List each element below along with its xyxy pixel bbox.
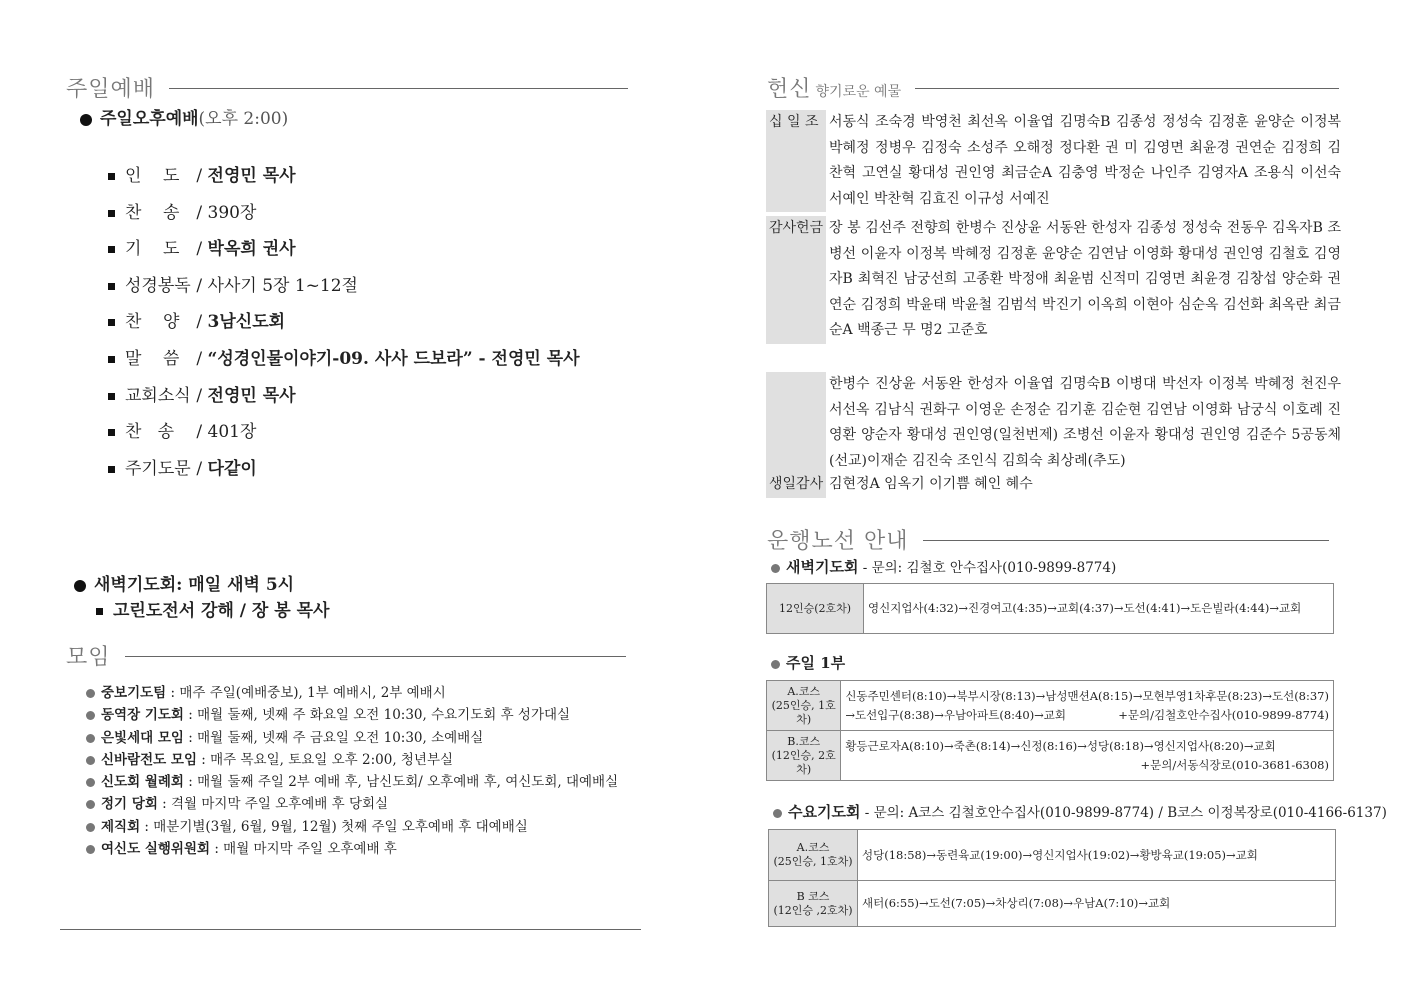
bullet-dot-icon — [86, 756, 95, 765]
square-bullet-icon — [96, 608, 103, 615]
worship-section-title — [66, 72, 628, 103]
service-order-item — [108, 419, 580, 456]
meeting-list — [86, 683, 618, 861]
service-order-item — [108, 456, 580, 493]
meeting-desc: : 매월 둘째 주일 2부 예배 후, 남신도회/ 오후예배 후, 여신도회, 대예배실 — [183, 774, 619, 791]
offering-label: 십 일 조 — [766, 110, 826, 212]
dawn-prayer-heading — [74, 570, 294, 595]
offering-names: 서동식 조숙경 박영천 최선옥 이율엽 김명숙B 김종성 정성숙 김정훈 윤양순 이정복 박혜정 정병우 김정숙 소성주 오해정 정다환 권 미 김영면 최윤경 권연순 김정희 김찬혁 고연실 황대성 권인영 최금순A 김충영 박정순 나인주 김영자A 조용식 이선숙 서예인 박찬혁 김효진 이규성 서예진 — [829, 114, 1341, 207]
table-row — [769, 881, 1336, 927]
route-section-title — [767, 524, 1329, 555]
table-row — [769, 830, 1336, 881]
square-bullet-icon — [108, 356, 115, 363]
bullet-dot-icon — [86, 689, 95, 698]
bullet-dot-icon — [771, 660, 780, 669]
service-name: 주일오후예배 — [100, 109, 199, 129]
afternoon-service-heading — [80, 104, 288, 129]
square-bullet-icon — [108, 319, 115, 326]
bullet-dot-icon — [86, 711, 95, 720]
service-order-item — [108, 163, 580, 200]
offering-label — [766, 372, 826, 474]
vehicle-info: (25인승, 1호차) — [771, 698, 836, 726]
offering-names: 한병수 진상윤 서동완 한성자 이율엽 김명숙B 이병대 박선자 이정복 박혜정 천진우 서선옥 김남식 권화구 이영운 손정순 김기훈 김순현 김연남 이영화 남궁식 이호례 진영환 양순자 황대성 권인영(일천번제) 조병선 이윤자 황대성 권인영 김준수 5공동체(선교)이재순 김진숙 조인식 김희숙 최상례(추도) — [829, 376, 1341, 469]
meeting-desc: : 매분기별(3월, 6월, 9월, 12월) 첫째 주일 오후예배 후 대예배실 — [140, 818, 528, 835]
meeting-name: 여신도 실행위원회 — [101, 841, 211, 858]
meeting-desc: : 매월 둘째, 넷째 주 화요일 오전 10:30, 수요기도회 후 성가대실 — [183, 707, 571, 724]
order-slash: / — [191, 275, 208, 296]
service-order-list — [108, 163, 580, 492]
vehicle-cell — [769, 881, 858, 927]
offering-row — [766, 472, 1341, 498]
meeting-desc: : 격월 마지막 주일 오후예배 후 당회실 — [157, 796, 389, 813]
sunday-route-heading — [771, 652, 845, 673]
route-line: 신동주민센터(8:10)→북부시장(8:13)→남성맨션A(8:15)→모현부영1차후문(8:23)→도선(8:37) — [845, 688, 1329, 703]
meeting-desc: : 매월 둘째, 넷째 주 금요일 오전 10:30, 소예배실 — [183, 729, 484, 746]
order-label: 기 도 — [125, 239, 180, 260]
order-label: 인 도 — [125, 166, 180, 186]
title-rule — [125, 656, 626, 657]
square-bullet-icon — [108, 393, 115, 400]
meeting-item — [86, 817, 618, 839]
vehicle-cell — [767, 681, 841, 731]
offering-row — [766, 372, 1341, 474]
order-slash: / — [191, 458, 208, 479]
bullet-dot-icon — [771, 564, 780, 573]
offering-label: 생일감사 — [766, 472, 826, 498]
order-label: 찬 송 — [125, 202, 180, 223]
route-path-cell: 성당(18:58)→동련육교(19:00)→영신지업사(19:02)→황방육교(19:05)→교회 — [858, 830, 1336, 881]
order-value: 401장 — [207, 422, 257, 443]
order-value: 전영민 목사 — [207, 385, 296, 406]
order-slash: / — [191, 422, 208, 443]
dawn-prayer-lecture — [96, 596, 329, 621]
order-label: 주기도문 — [125, 458, 191, 479]
meeting-item — [86, 772, 618, 794]
order-slash: / — [191, 239, 208, 260]
order-slash: / — [191, 385, 208, 406]
meeting-item — [86, 839, 618, 861]
title-rule — [923, 540, 1329, 541]
service-order-item — [108, 200, 580, 237]
order-value: 사사기 5장 1~12절 — [207, 275, 358, 296]
order-value: 390장 — [207, 202, 257, 223]
route-path-cell: 새터(6:55)→도선(7:05)→차상리(7:08)→우남A(7:10)→교회 — [858, 881, 1336, 927]
route-path-cell — [841, 681, 1334, 731]
sunday-route-name: 주일 1부 — [786, 654, 846, 672]
meeting-item — [86, 794, 618, 816]
order-label: 찬 양 — [125, 312, 180, 333]
title-rule — [915, 88, 1339, 89]
offering-row — [766, 110, 1341, 212]
order-label: 성경봉독 — [125, 275, 191, 296]
meeting-name: 중보기도팀 — [101, 685, 167, 701]
square-bullet-icon — [108, 429, 115, 436]
vehicle-info: (12인승, 2호차) — [771, 748, 836, 776]
bullet-dot-icon — [86, 778, 95, 787]
meeting-desc: : 매월 마지막 주일 오후예배 후 — [210, 841, 397, 858]
sunday-route-table — [766, 680, 1334, 781]
meeting-desc: : 매주 주일(예배중보), 1부 예배시, 2부 예배시 — [166, 685, 446, 701]
bullet-dot-icon — [74, 580, 86, 592]
route-path-cell: 영신지업사(4:32)→진경여고(4:35)→교회(4:37)→도선(4:41)→도은빌라(4:44)→교회 — [864, 584, 1334, 634]
wed-route-name: 수요기도회 — [788, 803, 861, 821]
service-order-item — [108, 383, 580, 420]
route-contact: +문의/서동식장로(010-3681-6308) — [1140, 757, 1329, 772]
offering-row — [766, 216, 1341, 344]
offering-section-title — [767, 72, 1339, 103]
offering-label: 감사헌금 — [766, 216, 826, 344]
vehicle-cell — [769, 830, 858, 881]
order-slash: / — [191, 312, 208, 333]
dawn-route-table — [766, 583, 1334, 634]
route-contact: +문의/김철호안수집사(010-9899-8774) — [1118, 707, 1329, 722]
meeting-item — [86, 683, 618, 705]
order-value: 전영민 목사 — [207, 166, 296, 186]
service-order-item — [108, 309, 580, 346]
order-label: 교회소식 — [125, 385, 191, 406]
order-label: 찬 송 — [125, 422, 175, 443]
meeting-name: 은빛세대 모임 — [101, 729, 184, 746]
order-slash: / — [191, 348, 208, 369]
meeting-name: 정기 당회 — [101, 796, 158, 813]
table-row — [767, 731, 1334, 781]
bullet-dot-icon — [80, 114, 92, 126]
dawn-route-contact: - 문의: 김철호 안수집사(010-9899-8774) — [858, 560, 1117, 576]
meeting-name: 신도회 월례회 — [101, 774, 184, 791]
worship-title: 주일예배 — [66, 77, 156, 102]
course-name: B.코스 — [787, 734, 821, 748]
meeting-name: 동역장 기도회 — [101, 707, 184, 724]
dawn-route-heading — [771, 556, 1116, 577]
table-row — [767, 681, 1334, 731]
order-slash: / — [191, 202, 208, 223]
vehicle-info: (12인승 ,2호차) — [773, 903, 853, 917]
offering-title: 헌신 — [767, 77, 812, 102]
wed-route-table — [768, 829, 1336, 927]
service-order-item — [108, 273, 580, 310]
bullet-dot-icon — [86, 823, 95, 832]
course-name: A.코스 — [796, 841, 830, 854]
meeting-item — [86, 728, 618, 750]
service-time: (오후 2:00) — [198, 109, 289, 129]
service-order-item — [108, 346, 580, 383]
meeting-section-title — [66, 640, 626, 671]
route-line: 황등근로자A(8:10)→죽촌(8:14)→신정(8:16)→성당(8:18)→영신지업사(8:20)→교회 — [845, 738, 1276, 753]
square-bullet-icon — [108, 466, 115, 473]
bullet-dot-icon — [86, 734, 95, 743]
meeting-title: 모임 — [66, 645, 111, 670]
service-order-item — [108, 236, 580, 273]
dawn-prayer-text: 새벽기도회: 매일 새벽 5시 — [94, 575, 295, 595]
table-row — [767, 584, 1334, 634]
meeting-item — [86, 750, 618, 772]
vehicle-cell — [767, 731, 841, 781]
offering-subtitle: 향기로운 예물 — [815, 84, 902, 100]
meeting-desc: : 매주 목요일, 토요일 오후 2:00, 청년부실 — [197, 751, 454, 768]
square-bullet-icon — [108, 283, 115, 290]
title-rule — [169, 88, 628, 89]
order-value: 박옥희 권사 — [207, 239, 296, 260]
offering-names: 김현정A 임옥기 이기쁨 혜인 혜수 — [829, 476, 1033, 492]
dawn-lecture-text: 고린도전서 강해 / 장 봉 목사 — [113, 601, 330, 621]
square-bullet-icon — [108, 210, 115, 217]
order-value: “성경인물이야기-09. 사사 드보라” - 전영민 목사 — [207, 348, 580, 369]
bullet-dot-icon — [86, 800, 95, 809]
wed-route-contact: - 문의: A코스 김철호안수집사(010-9899-8774) / B코스 이정복장로(010-4166-6137) — [860, 805, 1387, 821]
route-line-row — [845, 706, 1329, 725]
order-label: 말 씀 — [125, 348, 180, 369]
bottom-divider — [60, 929, 641, 930]
order-slash: / — [191, 166, 208, 186]
order-value: 3남신도회 — [207, 312, 286, 333]
square-bullet-icon — [108, 173, 115, 180]
route-title: 운행노선 안내 — [767, 529, 909, 554]
offering-names: 장 봉 김선주 전향희 한병수 진상윤 서동완 한성자 김종성 정성숙 전동우 김옥자B 조병선 이윤자 이정복 박혜정 김정훈 윤양순 김연남 이영화 황대성 권인영 김철호 김영자B 최혁진 남궁선희 고종환 박정애 최윤범 신적미 김영면 최윤경 김창섭 양순화 권연순 김정희 박윤태 박윤철 김범석 박진기 이옥희 이현아 심순옥 김선화 최옥란 최금순A 백종근 무 명2 고준호 — [829, 220, 1341, 338]
course-name: B 코스 — [796, 889, 830, 903]
vehicle-cell: 12인승(2호차) — [767, 584, 864, 634]
vehicle-info: (25인승, 1호차) — [773, 855, 853, 868]
meeting-name: 제직회 — [101, 818, 141, 835]
course-name: A.코스 — [787, 684, 821, 698]
route-path-cell — [841, 731, 1334, 781]
meeting-item — [86, 705, 618, 727]
bullet-dot-icon — [773, 809, 782, 818]
bullet-dot-icon — [86, 845, 95, 854]
order-value: 다같이 — [207, 458, 257, 479]
meeting-name: 신바람전도 모임 — [101, 751, 197, 768]
square-bullet-icon — [108, 246, 115, 253]
dawn-route-name: 새벽기도회 — [786, 558, 859, 576]
route-line: →도선입구(8:38)→우남아파트(8:40)→교회 — [845, 707, 1067, 722]
wed-route-heading — [773, 801, 1387, 822]
